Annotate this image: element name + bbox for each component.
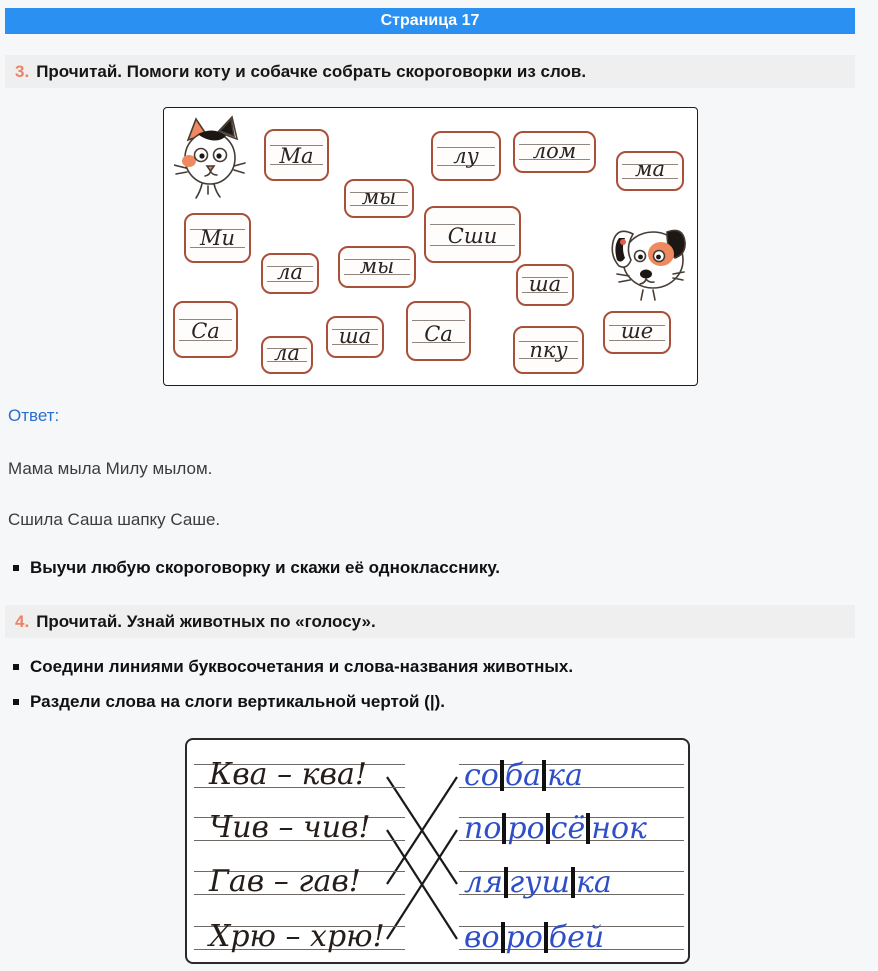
syllable-text: Ми	[199, 226, 236, 251]
syllable: бей	[548, 920, 605, 955]
syllable-text: Са	[191, 319, 220, 344]
syllable-text: лом	[532, 138, 577, 163]
cat-illustration	[174, 114, 246, 200]
syllable-divider-bar	[544, 922, 548, 953]
animal-word-text	[464, 760, 583, 791]
animal-word-text	[464, 867, 612, 898]
syllable-box	[261, 253, 319, 294]
syllable-text: ла	[274, 340, 300, 365]
syllable-divider-bar	[504, 867, 508, 898]
syllable-box	[516, 264, 574, 306]
task3-number: 3.	[15, 62, 30, 81]
syllable: ба	[504, 758, 542, 793]
task4-bullet-2-text: Раздели слова на слоги вертикальной чертой (|).	[30, 692, 445, 711]
syllable-text: Са	[424, 321, 453, 346]
syllable-divider-bar	[500, 760, 504, 791]
animal-word-text	[464, 813, 647, 844]
syllable-box	[424, 206, 521, 263]
syllable-text: мы	[361, 184, 397, 209]
syllable-box	[616, 151, 684, 191]
answer-label: Ответ:	[8, 406, 60, 425]
syllable-box	[406, 301, 471, 361]
syllable: ро	[505, 920, 543, 955]
task4-title: Прочитай. Узнай животных по «голосу».	[36, 612, 376, 631]
syllable: по	[464, 811, 502, 846]
syllable-text: Сши	[447, 224, 498, 249]
syllable-box	[513, 326, 584, 374]
syllable: ка	[547, 758, 583, 793]
animal-word-text	[464, 922, 604, 953]
syllable-text: лу	[453, 144, 479, 169]
syllable-divider-bar	[502, 813, 506, 844]
syllable-text: Ма	[279, 143, 314, 168]
dog-illustration	[609, 212, 691, 312]
task4-bullet-1	[13, 657, 833, 677]
task3-title: Прочитай. Помоги коту и собачке собрать скороговорки из слов.	[36, 62, 587, 81]
task4-bullet-1-text: Соедини линиями буквосочетания и слова-названия животных.	[30, 657, 574, 676]
syllable-divider-bar	[501, 922, 505, 953]
syllable-text: ла	[277, 260, 303, 285]
task3-header	[5, 55, 855, 88]
syllable-text: ма	[635, 157, 665, 182]
syllable: со	[464, 758, 499, 793]
syllable: сё	[550, 811, 586, 846]
syllable-text: ша	[528, 271, 562, 296]
syllable-box	[184, 213, 251, 263]
syllable-box	[173, 301, 238, 358]
animal-sound-text: Чив – чив!	[209, 810, 371, 845]
bullet-square-icon	[13, 565, 19, 571]
syllable-box	[264, 129, 329, 181]
syllable: ро	[507, 811, 545, 846]
syllable: ка	[575, 865, 612, 900]
syllable-text: пку	[529, 338, 568, 363]
syllable: нок	[591, 811, 647, 846]
bullet-square-icon	[13, 664, 19, 670]
answer-line-1: Мама мыла Милу мылом.	[8, 459, 213, 478]
syllable: ля	[464, 865, 503, 900]
syllable-divider-bar	[542, 760, 546, 791]
task3-bullet	[13, 558, 833, 578]
syllable-box	[431, 131, 501, 181]
syllable-divider-bar	[586, 813, 590, 844]
answer-line-2: Сшила Саша шапку Саше.	[8, 510, 221, 529]
bullet-square-icon	[13, 699, 19, 705]
task3-bullet-text: Выучи любую скороговорку и скажи её однокласснику.	[30, 558, 501, 577]
task4-header	[5, 605, 855, 638]
syllable-box	[338, 246, 416, 288]
syllable-box	[603, 311, 671, 354]
animal-sound-text: Гав – гав!	[209, 864, 361, 899]
syllable-box	[261, 336, 313, 374]
task4-bullet-2	[13, 692, 833, 712]
syllable-box	[513, 131, 596, 173]
animal-sound-text: Хрю – хрю!	[209, 919, 385, 954]
syllable-text: ша	[338, 323, 372, 348]
syllable-text: мы	[359, 253, 395, 278]
syllable-box	[344, 179, 414, 218]
syllable-text: ше	[620, 319, 654, 344]
syllable-box	[326, 316, 384, 358]
syllable-divider-bar	[571, 867, 575, 898]
syllable: гуш	[508, 865, 570, 900]
animal-sound-text: Ква – ква!	[209, 757, 367, 792]
syllable-divider-bar	[546, 813, 550, 844]
page-title: Страница 17	[5, 8, 855, 34]
tongue-twister-picture	[163, 107, 698, 386]
syllable: во	[464, 920, 500, 955]
task4-number: 4.	[15, 612, 30, 631]
animal-voices-picture	[185, 738, 690, 964]
